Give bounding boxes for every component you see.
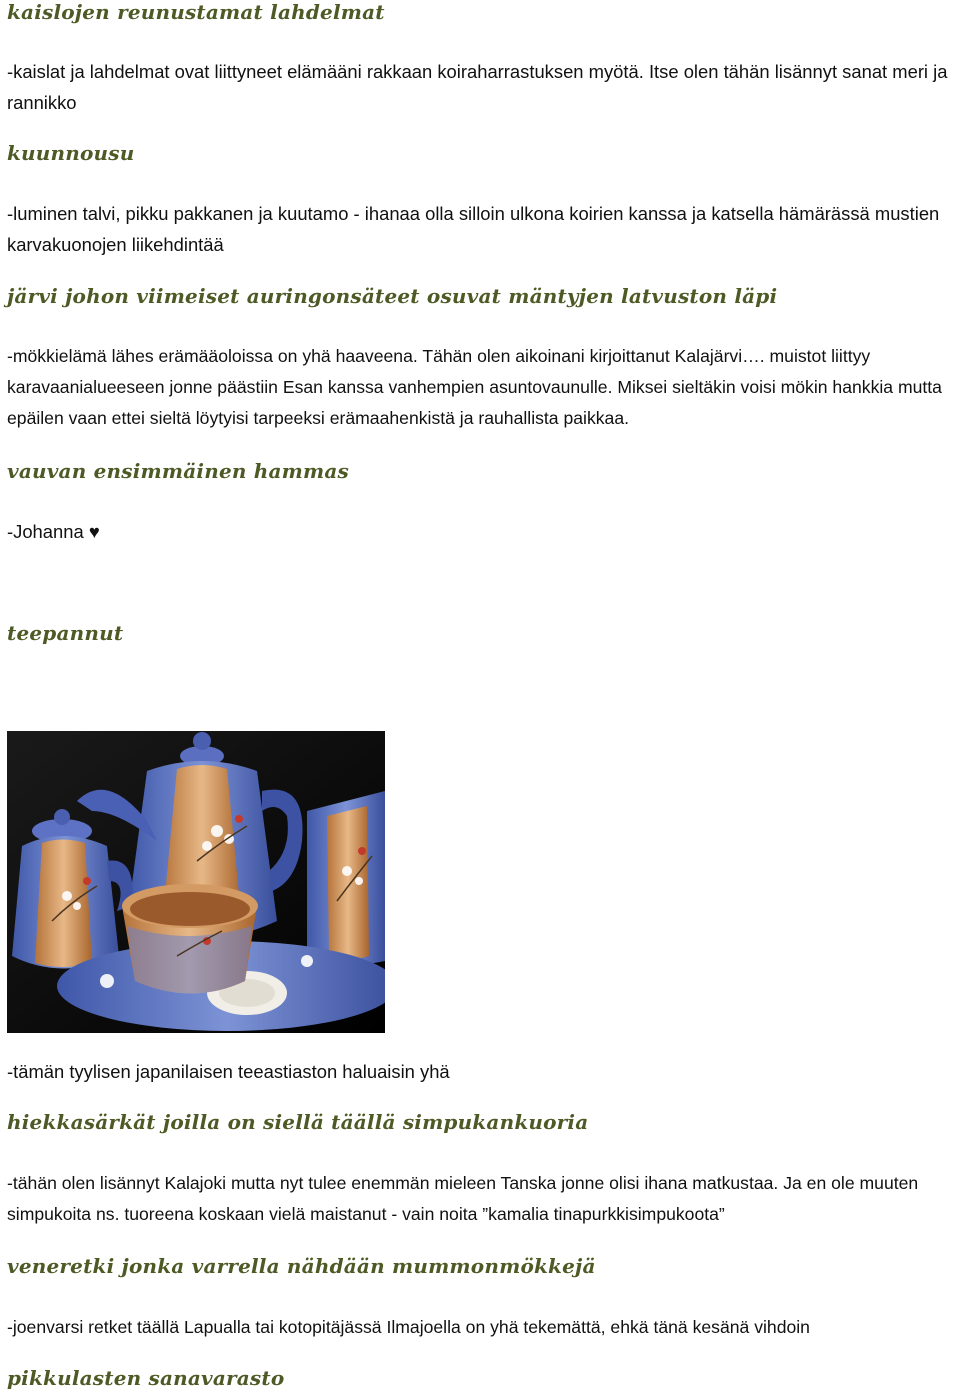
heading-vauvan-hammas: vauvan ensimmäinen hammas xyxy=(7,459,350,483)
heading-kuunnousu: kuunnousu xyxy=(7,141,135,165)
heading-teepannut: teepannut xyxy=(7,621,124,645)
heading-hiekkasarkat: hiekkasärkät joilla on siellä täällä simpukankuoria xyxy=(7,1110,589,1134)
johanna-text: -Johanna xyxy=(7,521,84,542)
heart-icon: ♥ xyxy=(88,521,100,542)
heading-veneretki: veneretki jonka varrella nähdään mummonmökkejä xyxy=(7,1254,596,1278)
paragraph-kaislat: -kaislat ja lahdelmat ovat liittyneet elämääni rakkaan koiraharrastuksen myötä. Itse olen tähän lisännyt sanat meri ja rannikko xyxy=(7,61,948,113)
paragraph-johanna xyxy=(7,516,955,547)
heading-kaislojen: kaislojen reunustamat lahdelmat xyxy=(7,0,385,24)
heading-jarvi: järvi johon viimeiset auringonsäteet osuvat mäntyjen latvuston läpi xyxy=(7,284,778,308)
paragraph-kalajoki: -tähän olen lisännyt Kalajoki mutta nyt tulee enemmän mieleen Tanska jonne olisi ihana matkustaa. Ja en ole muuten simpukoita ns. tuoreena koskaan vielä maistanut - vain noita ”kamalia tinapurkkisimpukoota” xyxy=(7,1173,919,1224)
heading-pikkulasten: pikkulasten sanavarasto xyxy=(7,1366,285,1390)
tea-set-photo xyxy=(7,731,385,1033)
paragraph-mokkielama: -mökkielämä lähes erämääoloissa on yhä haaveena. Tähän olen aikoinani kirjoittanut Kalajärvi…. muistot liittyy karavaanialueeseen jonne päästiin Esan kanssa vanhempien asuntovaunulle. Miksei sieltäkin voisi mökin hankkia mutta epäilen vaan ettei sieltä löytyisi tarpeeksi erämaahenkistä ja rauhallista paikkaa. xyxy=(7,346,942,428)
paragraph-joenvarsi: -joenvarsi retket täällä Lapualla tai kotopitäjässä Ilmajoella on yhä tekemättä, ehkä tänä kesänä vihdoin xyxy=(7,1317,810,1337)
paragraph-teeastiasto: -tämän tyylisen japanilaisen teeastiaston haluaisin yhä xyxy=(7,1061,450,1082)
paragraph-talvi: -luminen talvi, pikku pakkanen ja kuutamo - ihanaa olla silloin ulkona koirien kanssa ja katsella hämärässä mustien karvakuonojen liikehdintää xyxy=(7,203,940,255)
